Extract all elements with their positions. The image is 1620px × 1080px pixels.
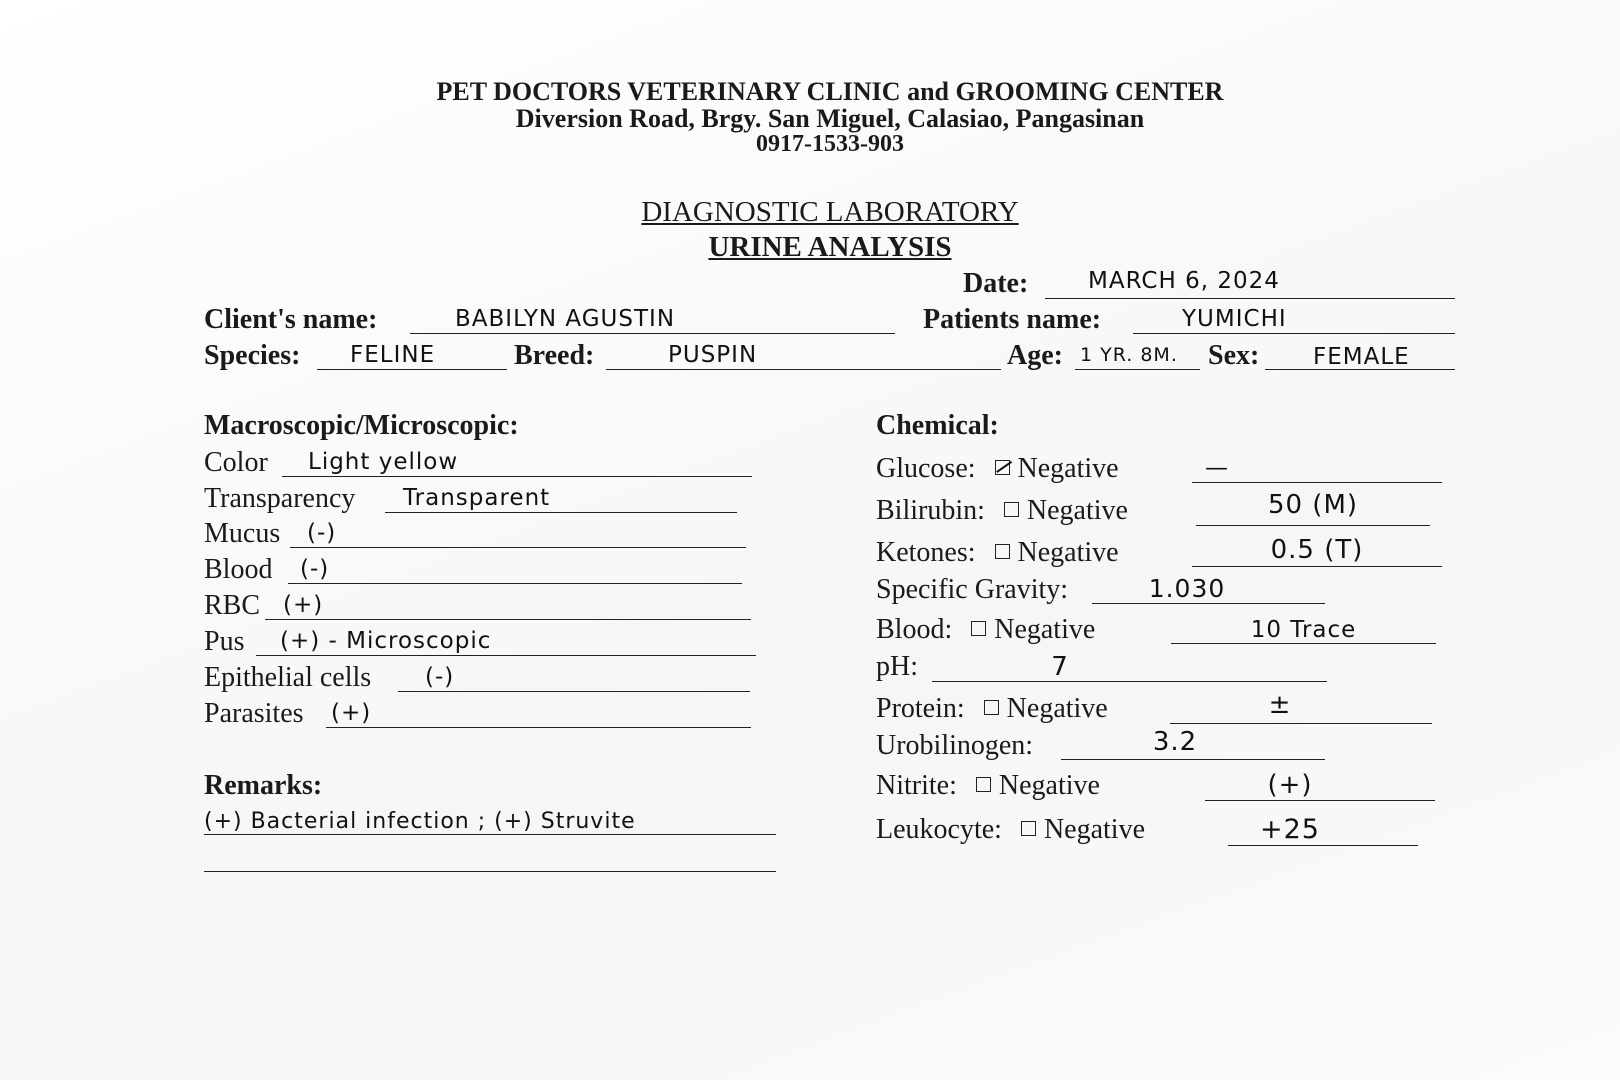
client-name-label: Client's name:: [204, 304, 378, 335]
macro-label-parasites: Parasites: [204, 698, 304, 729]
negative-label: Negative: [1026, 495, 1128, 526]
lab-section-title: DIAGNOSTIC LABORATORY: [641, 196, 1019, 228]
macro-value-color: Light yellow: [308, 449, 459, 475]
age-value: 1 YR. 8M.: [1080, 344, 1178, 366]
breed-value: PUSPIN: [668, 342, 758, 368]
blood-negative-checkbox[interactable]: [971, 621, 986, 636]
chem-line: [1205, 800, 1435, 801]
negative-label: Negative: [1017, 537, 1119, 568]
macro-label-mucus: Mucus: [204, 518, 281, 549]
nitrite-negative-checkbox[interactable]: [976, 777, 991, 792]
sex-value: FEMALE: [1313, 344, 1410, 370]
negative-label: Negative: [1006, 693, 1108, 724]
macro-line: [290, 547, 746, 548]
chem-value-protein: ±: [1268, 690, 1292, 720]
macro-line: [265, 619, 751, 620]
macro-value-rbc: (+): [283, 592, 324, 618]
chem-value-bilirubin: 50 (M): [1267, 490, 1359, 520]
macro-label-rbc: RBC: [204, 590, 261, 621]
chem-label-ketones: Ketones:: [876, 537, 976, 568]
chem-label-glucose: Glucose:: [876, 453, 976, 484]
negative-label: Negative: [998, 770, 1100, 801]
chem-value-specific-gravity: 1.030: [1148, 574, 1226, 603]
chem-value-nitrite: (+): [1267, 770, 1313, 800]
breed-line: [606, 369, 1001, 370]
macro-line: [288, 583, 742, 584]
age-line: [1075, 369, 1200, 370]
macro-value-mucus: (-): [307, 520, 337, 546]
macro-value-parasites: (+): [331, 700, 372, 726]
species-value: FELINE: [350, 342, 436, 368]
negative-label: Negative: [994, 614, 1096, 645]
chem-line: [1196, 525, 1430, 526]
macro-line: [282, 476, 752, 477]
chem-line: [1092, 603, 1325, 604]
chem-row-glucose: [876, 453, 1119, 485]
chem-line: [1228, 845, 1418, 846]
macro-line: [326, 727, 751, 728]
macro-label-pus: Pus: [204, 626, 245, 657]
protein-negative-checkbox[interactable]: [984, 700, 999, 715]
macro-value-transparency: Transparent: [403, 485, 551, 511]
chem-row-blood: [876, 614, 1095, 646]
macro-line: [398, 691, 750, 692]
macro-line: [256, 655, 756, 656]
macro-value-epithelial: (-): [425, 664, 455, 690]
client-name-line: [410, 333, 895, 334]
chem-value-ketones: 0.5 (T): [1270, 535, 1364, 565]
macro-label-epithelial: Epithelial cells: [204, 662, 372, 693]
chem-value-leukocyte: +25: [1260, 814, 1320, 845]
negative-label: Negative: [1043, 814, 1146, 845]
chem-label-urobilinogen: Urobilinogen:: [876, 730, 1034, 761]
macro-label-transparency: Transparency: [204, 483, 356, 514]
chem-line: [1192, 566, 1442, 567]
chem-line: [932, 681, 1327, 682]
remarks-heading: Remarks:: [204, 770, 323, 801]
ketones-negative-checkbox[interactable]: [995, 544, 1010, 559]
chem-row-nitrite: [876, 770, 1100, 802]
age-label: Age:: [1007, 340, 1063, 371]
leukocyte-negative-checkbox[interactable]: [1021, 821, 1036, 836]
chem-row-bilirubin: [876, 495, 1128, 527]
date-label: Date:: [963, 268, 1029, 299]
remarks-line: [204, 871, 776, 872]
macro-value-pus: (+) - Microscopic: [280, 628, 492, 654]
chem-value-blood: 10 Trace: [1250, 617, 1357, 643]
chem-label-leukocyte: Leukocyte:: [876, 814, 1002, 845]
clinic-name: PET DOCTORS VETERINARY CLINIC and GROOMING CENTER: [436, 77, 1224, 106]
species-label: Species:: [204, 340, 301, 371]
chem-line: [1170, 723, 1432, 724]
chem-label-ph: pH:: [876, 651, 918, 682]
sex-label: Sex:: [1208, 340, 1260, 371]
chem-row-leukocyte: [876, 814, 1145, 846]
chem-line: [1192, 482, 1442, 483]
chem-label-specific-gravity: Specific Gravity:: [876, 574, 1069, 605]
chem-label-bilirubin: Bilirubin:: [876, 495, 985, 526]
macro-heading: Macroscopic/Microscopic:: [204, 410, 519, 441]
chem-row-protein: [876, 693, 1108, 725]
remarks-text: (+) Bacterial infection ; (+) Struvite: [204, 809, 636, 834]
negative-label: Negative: [1017, 453, 1119, 484]
bilirubin-negative-checkbox[interactable]: [1004, 502, 1019, 517]
macro-label-color: Color: [204, 447, 268, 478]
clinic-phone: 0917-1533-903: [756, 131, 904, 157]
breed-label: Breed:: [514, 340, 595, 371]
glucose-negative-checkbox[interactable]: [995, 460, 1010, 475]
species-line: [317, 369, 507, 370]
macro-line: [385, 512, 737, 513]
patient-name-line: [1133, 333, 1455, 334]
chem-value-ph: 7: [1051, 652, 1069, 682]
lab-report-title: URINE ANALYSIS: [708, 231, 952, 263]
date-value: MARCH 6, 2024: [1088, 268, 1280, 294]
patient-name-label: Patients name:: [923, 304, 1102, 335]
client-name-value: BABILYN AGUSTIN: [455, 306, 676, 332]
chem-line: [1171, 643, 1436, 644]
chem-value-urobilinogen: 3.2: [1152, 727, 1198, 757]
macro-value-blood: (-): [300, 556, 330, 582]
chem-label-protein: Protein:: [876, 693, 965, 724]
chem-row-ketones: [876, 537, 1119, 569]
chem-line: [1061, 759, 1325, 760]
chem-label-blood: Blood:: [876, 614, 953, 645]
remarks-line: [204, 834, 776, 835]
macro-label-blood: Blood: [204, 554, 273, 585]
date-line: [1045, 298, 1455, 299]
patient-name-value: YUMICHI: [1182, 306, 1287, 332]
clinic-address: Diversion Road, Brgy. San Miguel, Calasiao, Pangasinan: [515, 104, 1145, 133]
chem-label-nitrite: Nitrite:: [876, 770, 957, 801]
chemical-heading: Chemical:: [876, 410, 999, 441]
chem-value-glucose: —: [1205, 455, 1229, 481]
